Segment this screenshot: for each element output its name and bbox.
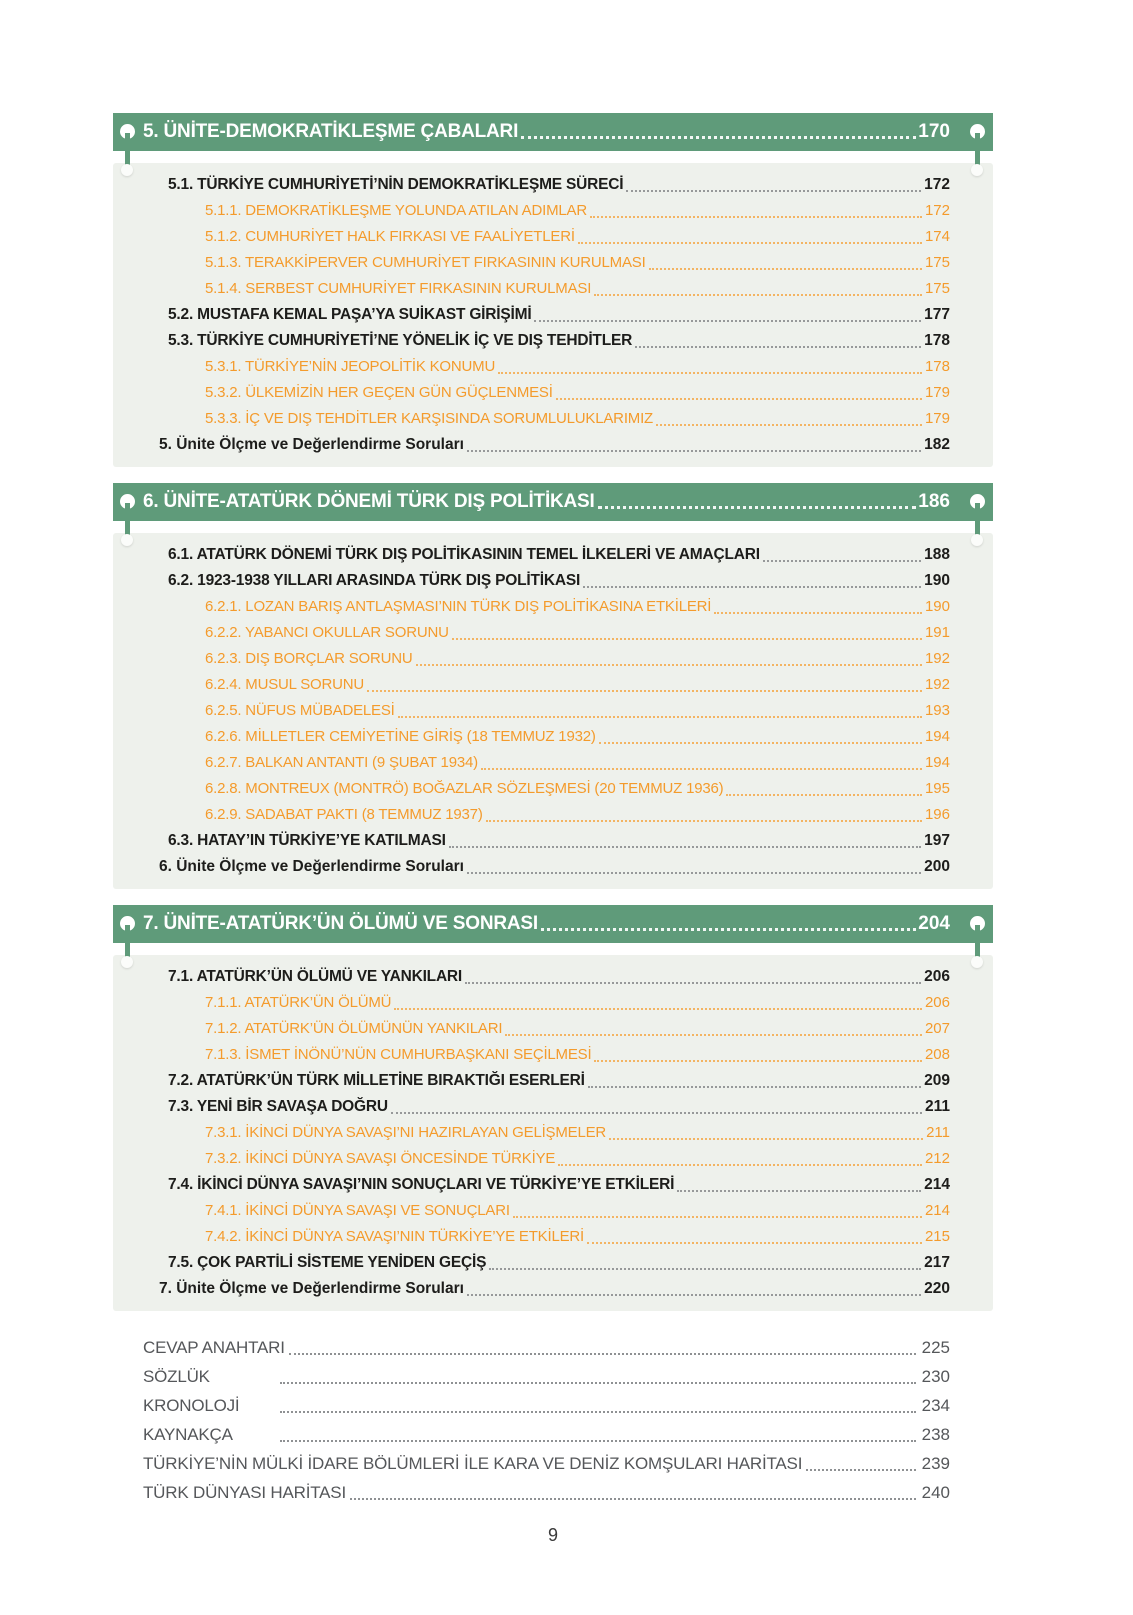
toc-entry-page: 206 — [924, 994, 950, 1011]
dotted-leader — [714, 612, 922, 614]
toc-entry-page: 178 — [924, 358, 950, 375]
toc-entry — [113, 568, 950, 594]
backmatter-entry — [143, 1391, 950, 1420]
backmatter-entry-label: KAYNAKÇA — [143, 1425, 233, 1444]
toc-entry-label: 6.2.4. MUSUL SORUNU — [205, 676, 365, 693]
dotted-leader — [588, 1086, 921, 1088]
toc-entry-label: 6.3. HATAY’IN TÜRKİYE’YE KATILMASI — [168, 832, 446, 849]
toc-entry — [113, 1120, 950, 1146]
toc-entry-page: 172 — [924, 176, 950, 193]
toc-entry — [113, 646, 950, 672]
unit-header-bar — [113, 483, 993, 521]
toc-entry — [113, 750, 950, 776]
dotted-leader — [486, 820, 922, 822]
toc-entry-label: 7.4.1. İKİNCİ DÜNYA SAVAŞI VE SONUÇLARI — [205, 1202, 510, 1219]
unit-header-bar — [113, 113, 993, 151]
toc-entry-page: 172 — [924, 202, 950, 219]
toc-entry — [113, 594, 950, 620]
toc-entry — [113, 1042, 950, 1068]
toc-entry-label: 6.2.8. MONTREUX (MONTRÖ) BOĞAZLAR SÖZLEŞMESİ (20 TEMMUZ 1936) — [205, 780, 724, 797]
toc-entry — [113, 276, 950, 302]
toc-entry — [113, 828, 950, 854]
dotted-leader — [598, 506, 917, 509]
toc-column — [113, 113, 993, 1546]
backmatter-entry-page: 230 — [921, 1367, 950, 1386]
dotted-leader — [489, 1268, 921, 1270]
dotted-leader — [578, 242, 922, 244]
toc-entry — [113, 328, 950, 354]
toc-entry-page: 217 — [924, 1254, 950, 1271]
dotted-leader — [280, 1440, 916, 1442]
toc-entry-label: 6.2.3. DIŞ BORÇLAR SORUNU — [205, 650, 413, 667]
dotted-leader — [558, 1164, 922, 1166]
toc-entry-label: 7.3.2. İKİNCİ DÜNYA SAVAŞI ÖNCESİNDE TÜRKİYE — [205, 1150, 556, 1167]
backmatter-entry-label: TÜRKİYE’NİN MÜLKİ İDARE BÖLÜMLERİ İLE KARA VE DENİZ KOMŞULARI HARİTASI — [143, 1454, 803, 1473]
toc-entry-label: 5.1.1. DEMOKRATİKLEŞME YOLUNDA ATILAN ADIMLAR — [205, 202, 587, 219]
toc-entry-label: 6.2.2. YABANCI OKULLAR SORUNU — [205, 624, 449, 641]
toc-entry-page: 182 — [924, 436, 950, 453]
toc-entry — [113, 380, 950, 406]
toc-entry — [113, 172, 950, 198]
dotted-leader — [806, 1469, 915, 1471]
backmatter-entry — [143, 1478, 950, 1507]
toc-entry-label: 7.1.1. ATATÜRK’ÜN ÖLÜMÜ — [205, 994, 392, 1011]
toc-entry-label: 5.3.3. İÇ VE DIŞ TEHDİTLER KARŞISINDA SORUMLULUKLARIMIZ — [205, 410, 654, 427]
toc-entry-label: 7.1.3. İSMET İNÖNÜ’NÜN CUMHURBAŞKANI SEÇİLMESİ — [205, 1046, 592, 1063]
toc-entry-page: 190 — [924, 572, 950, 589]
toc-entry-page: 206 — [924, 968, 950, 985]
toc-entry-label: 7.5. ÇOK PARTİLİ SİSTEME YENİDEN GEÇİŞ — [168, 1254, 487, 1271]
dotted-leader — [505, 1034, 922, 1036]
toc-entry-label: 7.1. ATATÜRK’ÜN ÖLÜMÜ VE YANKILARI — [168, 968, 463, 985]
toc-entry-label: 6.1. ATATÜRK DÖNEMİ TÜRK DIŞ POLİTİKASININ TEMEL İLKELERİ VE AMAÇLARI — [168, 546, 760, 563]
toc-entry — [113, 224, 950, 250]
toc-entry-page: 197 — [924, 832, 950, 849]
toc-entry-page: 188 — [924, 546, 950, 563]
dotted-leader — [280, 1411, 916, 1413]
dotted-leader — [677, 1190, 921, 1192]
toc-entry-label: 7. Ünite Ölçme ve Değerlendirme Soruları — [159, 1280, 464, 1297]
toc-entry — [113, 302, 950, 328]
toc-entry-label: 7.3.1. İKİNCİ DÜNYA SAVAŞI’NI HAZIRLAYAN GELİŞMELER — [205, 1124, 607, 1141]
dotted-leader — [394, 1008, 922, 1010]
toc-entry-page: 175 — [924, 254, 950, 271]
toc-entry-page: 211 — [924, 1098, 950, 1115]
toc-entry-page: 177 — [924, 306, 950, 323]
toc-entry — [113, 354, 950, 380]
dotted-leader — [556, 398, 922, 400]
toc-entry-page: 174 — [924, 228, 950, 245]
toc-entry-label: 7.2. ATATÜRK’ÜN TÜRK MİLLETİNE BIRAKTIĞI ESERLERİ — [168, 1072, 585, 1089]
toc-entry — [113, 1094, 950, 1120]
dotted-leader — [398, 716, 922, 718]
dotted-leader — [449, 846, 921, 848]
unit-section — [113, 905, 993, 1311]
toc-entry-label: 5.1.2. CUMHURİYET HALK FIRKASI VE FAALİYETLERİ — [205, 228, 575, 245]
backmatter-entry-label: TÜRK DÜNYASI HARİTASI — [143, 1483, 346, 1502]
backmatter — [113, 1333, 993, 1507]
unit-toc-body — [113, 163, 993, 467]
toc-entry-label: 5.1. TÜRKİYE CUMHURİYETİ’NİN DEMOKRATİKLEŞME SÜRECİ — [168, 176, 624, 193]
backmatter-entry-label: SÖZLÜK — [143, 1367, 210, 1386]
toc-entry-page: 215 — [924, 1228, 950, 1245]
toc-entry — [113, 1172, 950, 1198]
toc-entry — [113, 964, 950, 990]
toc-entry — [113, 198, 950, 224]
toc-entry-page: 208 — [924, 1046, 950, 1063]
backmatter-entry-page: 240 — [921, 1483, 950, 1502]
toc-entry-page: 200 — [924, 858, 950, 875]
unit-page-number: 186 — [918, 491, 950, 512]
dotted-leader — [609, 1138, 923, 1140]
toc-entry — [113, 1276, 950, 1302]
dotted-leader — [498, 372, 922, 374]
dotted-leader — [280, 1382, 916, 1384]
toc-entry-label: 6.2.6. MİLLETLER CEMİYETİNE GİRİŞ (18 TEMMUZ 1932) — [205, 728, 596, 745]
dotted-leader — [367, 690, 922, 692]
backmatter-entry — [143, 1420, 950, 1449]
toc-entry-label: 6.2.9. SADABAT PAKTI (8 TEMMUZ 1937) — [205, 806, 483, 823]
backmatter-entry — [143, 1362, 950, 1391]
unit-section — [113, 113, 993, 467]
dotted-leader — [467, 872, 921, 874]
unit-page-number: 204 — [918, 913, 950, 934]
backmatter-entry-label: CEVAP ANAHTARI — [143, 1338, 285, 1357]
dotted-leader — [656, 424, 922, 426]
dotted-leader — [465, 982, 921, 984]
toc-entry-page: 190 — [924, 598, 950, 615]
backmatter-entry-label: KRONOLOJİ — [143, 1396, 240, 1415]
toc-entry — [113, 990, 950, 1016]
unit-section — [113, 483, 993, 889]
dotted-leader — [590, 216, 922, 218]
backmatter-entry-page: 225 — [921, 1338, 950, 1357]
toc-entry-label: 6.2.1. LOZAN BARIŞ ANTLAŞMASI’NIN TÜRK DIŞ POLİTİKASINA ETKİLERİ — [205, 598, 712, 615]
toc-entry-label: 6.2. 1923-1938 YILLARI ARASINDA TÜRK DIŞ POLİTİKASI — [168, 572, 581, 589]
toc-entry — [113, 1224, 950, 1250]
dotted-leader — [635, 346, 921, 348]
toc-entry — [113, 1198, 950, 1224]
dotted-leader — [599, 742, 922, 744]
toc-entry-page: 175 — [924, 280, 950, 297]
dotted-leader — [521, 136, 916, 139]
backmatter-entry-page: 239 — [921, 1454, 950, 1473]
unit-header-bar — [113, 905, 993, 943]
toc-entry-page: 207 — [924, 1020, 950, 1037]
toc-entry-page: 193 — [924, 702, 950, 719]
dotted-leader — [350, 1498, 916, 1500]
toc-entry-label: 6.2.7. BALKAN ANTANTI (9 ŞUBAT 1934) — [205, 754, 478, 771]
toc-entry-page: 191 — [924, 624, 950, 641]
toc-entry-page: 196 — [924, 806, 950, 823]
backmatter-entry — [143, 1333, 950, 1362]
toc-entry — [113, 724, 950, 750]
dotted-leader — [626, 190, 921, 192]
dotted-leader — [289, 1353, 916, 1355]
toc-entry — [113, 802, 950, 828]
dotted-leader — [391, 1112, 922, 1114]
backmatter-entry-page: 234 — [921, 1396, 950, 1415]
page-number-folio: 9 — [547, 1525, 558, 1545]
toc-entry — [113, 542, 950, 568]
toc-entry-page: 178 — [924, 332, 950, 349]
toc-entry-page: 220 — [924, 1280, 950, 1297]
toc-entry-label: 5.3. TÜRKİYE CUMHURİYETİ’NE YÖNELİK İÇ VE DIŞ TEHDİTLER — [168, 332, 633, 349]
toc-entry — [113, 406, 950, 432]
dotted-leader — [649, 268, 922, 270]
toc-entry — [113, 620, 950, 646]
toc-entry-label: 6. Ünite Ölçme ve Değerlendirme Soruları — [159, 858, 464, 875]
dotted-leader — [416, 664, 922, 666]
backmatter-entry — [143, 1449, 950, 1478]
toc-entry-page: 194 — [924, 728, 950, 745]
unit-toc-body — [113, 533, 993, 889]
dotted-leader — [467, 450, 921, 452]
toc-entry-page: 195 — [924, 780, 950, 797]
unit-title: 7. ÜNİTE-ATATÜRK’ÜN ÖLÜMÜ VE SONRASI — [143, 913, 538, 934]
toc-entry — [113, 1016, 950, 1042]
toc-entry — [113, 250, 950, 276]
toc-entry-label: 7.3. YENİ BİR SAVAŞA DOĞRU — [168, 1098, 388, 1115]
toc-entry-page: 192 — [924, 676, 950, 693]
units — [113, 113, 993, 1311]
unit-toc-body — [113, 955, 993, 1311]
backmatter-entry-page: 238 — [921, 1425, 950, 1444]
toc-entry — [113, 432, 950, 458]
toc-entry-label: 7.4. İKİNCİ DÜNYA SAVAŞI’NIN SONUÇLARI VE TÜRKİYE’YE ETKİLERİ — [168, 1176, 675, 1193]
toc-entry-page: 209 — [924, 1072, 950, 1089]
dotted-leader — [481, 768, 922, 770]
toc-entry-page: 179 — [924, 410, 950, 427]
toc-entry-label: 5.3.2. ÜLKEMİZİN HER GEÇEN GÜN GÜÇLENMESİ — [205, 384, 553, 401]
toc-entry-label: 6.2.5. NÜFUS MÜBADELESİ — [205, 702, 395, 719]
toc-entry-page: 214 — [924, 1202, 950, 1219]
dotted-leader — [452, 638, 922, 640]
dotted-leader — [541, 928, 916, 931]
toc-entry-page: 192 — [924, 650, 950, 667]
toc-entry-page: 214 — [924, 1176, 950, 1193]
toc-entry-label: 5.3.1. TÜRKİYE’NİN JEOPOLİTİK KONUMU — [205, 358, 496, 375]
dotted-leader — [583, 586, 921, 588]
dotted-leader — [587, 1242, 922, 1244]
dotted-leader — [726, 794, 922, 796]
dotted-leader — [594, 1060, 922, 1062]
toc-entry — [113, 698, 950, 724]
toc-entry — [113, 776, 950, 802]
toc-entry — [113, 672, 950, 698]
toc-entry-page: 194 — [924, 754, 950, 771]
toc-entry-label: 7.1.2. ATATÜRK’ÜN ÖLÜMÜNÜN YANKILARI — [205, 1020, 503, 1037]
dotted-leader — [513, 1216, 922, 1218]
unit-page-number: 170 — [918, 121, 950, 142]
toc-entry-label: 5. Ünite Ölçme ve Değerlendirme Soruları — [159, 436, 464, 453]
toc-entry-page: 211 — [926, 1124, 950, 1141]
dotted-leader — [467, 1294, 921, 1296]
toc-entry-label: 7.4.2. İKİNCİ DÜNYA SAVAŞI’NIN TÜRKİYE’YE ETKİLERİ — [205, 1228, 585, 1245]
toc-entry-label: 5.1.3. TERAKKİPERVER CUMHURİYET FIRKASININ KURULMASI — [205, 254, 646, 271]
unit-title: 5. ÜNİTE-DEMOKRATİKLEŞME ÇABALARI — [143, 121, 519, 142]
dotted-leader — [763, 560, 921, 562]
toc-entry — [113, 1068, 950, 1094]
toc-entry-label: 5.1.4. SERBEST CUMHURİYET FIRKASININ KURULMASI — [205, 280, 592, 297]
toc-entry-page: 179 — [924, 384, 950, 401]
toc-entry — [113, 854, 950, 880]
dotted-leader — [594, 294, 922, 296]
toc-entry — [113, 1146, 950, 1172]
toc-entry-label: 5.2. MUSTAFA KEMAL PAŞA’YA SUİKAST GİRİŞİMİ — [168, 306, 532, 323]
toc-entry-page: 212 — [924, 1150, 950, 1167]
unit-title: 6. ÜNİTE-ATATÜRK DÖNEMİ TÜRK DIŞ POLİTİKASI — [143, 491, 595, 512]
dotted-leader — [534, 320, 921, 322]
toc-entry — [113, 1250, 950, 1276]
